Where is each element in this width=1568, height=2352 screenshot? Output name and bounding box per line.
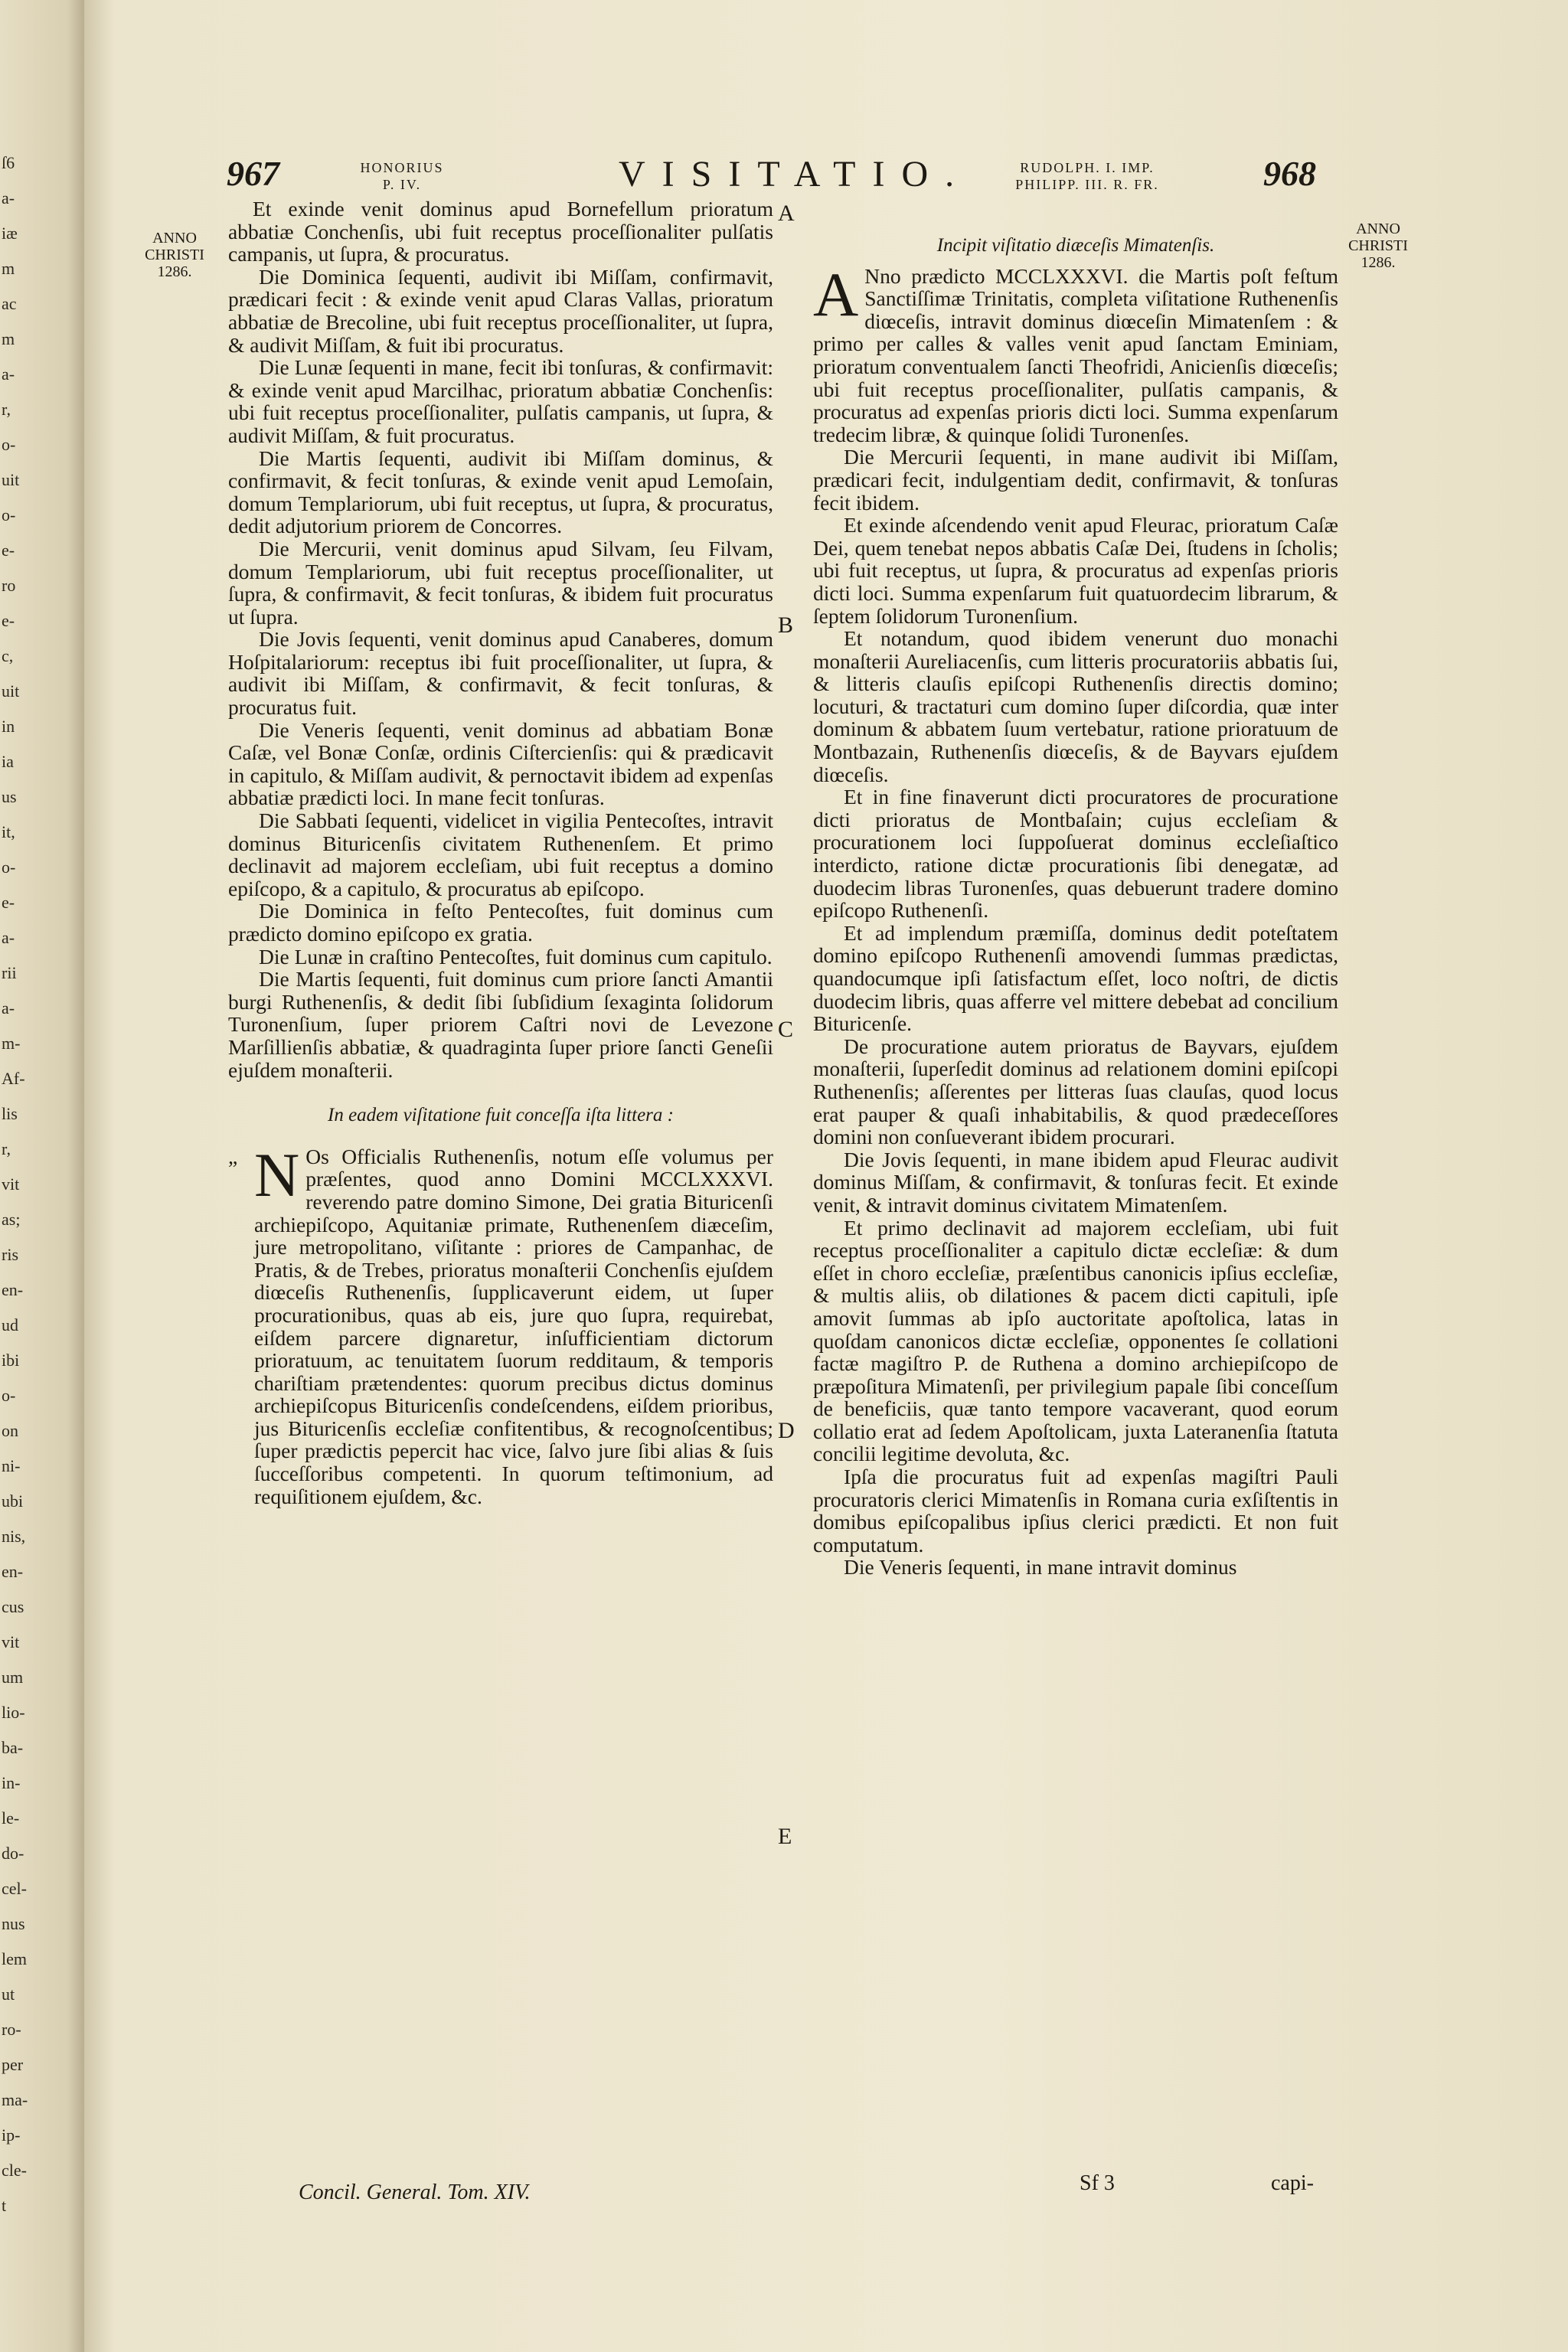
signature-mark: Sf 3	[1080, 2171, 1115, 2195]
previous-page-fragment: c,	[2, 646, 14, 665]
paragraph: Die Dominica ſequenti, audivit ibi Miſſam, confirmavit, prædicari fecit : & exinde venit apud Claras Vallas, prioratum abbatiæ de Brecoline, ubi fuit receptus proceſſionaliter, ut ſupra, & audivit Miſſam, & fuit ibi procuratus.	[228, 264, 773, 357]
previous-page-fragment: ia	[2, 752, 14, 771]
previous-page-fragment: ud	[2, 1315, 18, 1334]
running-head-line: PHILIPP. III. R. FR.	[1015, 177, 1159, 192]
margin-letter-d: D	[778, 1418, 795, 1443]
previous-page-fragment: ip-	[2, 2125, 21, 2145]
previous-page-fragment: en-	[2, 1562, 24, 1581]
paragraph: Die Martis ſequenti, fuit dominus cum priore ſancti Amantii burgi Ruthenenſis, & dedit ſibi ſubſidium ſexaginta ſolidorum Turonenſium, ſuper priorem Caſtri novi de Levezone Marſillienſis abbatiæ, & quadraginta ſuper priore ſancti Geneſii ejuſdem monaſterii.	[228, 967, 773, 1082]
previous-page-fragment: r,	[2, 400, 11, 419]
previous-page-fragment: en-	[2, 1280, 24, 1299]
paragraph: Die Veneris ſequenti, venit dominus ad abbatiam Bonæ Caſæ, vel Bonæ Conſæ, ordinis Ciſtercienſis: qui & prædicavit in capitulo, & Miſſam audivit, & pernoctavit ibidem ad expenſas abbatiæ prædicti loci. In mane fecit tonſuras.	[228, 717, 773, 810]
previous-page-fragment: o-	[2, 435, 16, 454]
previous-page-fragment: e-	[2, 893, 15, 912]
paragraph: Ipſa die procuratus fuit ad expenſas magiſtri Pauli procuratoris clerici Mimatenſis in Romana curia exſiſtentis in domibus epiſcopalibus ipſius clerici prædicti. Et non fuit computatum.	[813, 1465, 1338, 1557]
paragraph: Et in fine finaverunt dicti procuratores de procuratione dicti prioratus de Montbaſain; cujus eccleſiam & procurationem loci ſuppoſuerat dominus eccleſiaſtico interdicto, ratione dictæ procurationis ſibi denegatæ, ad duodecim libras Turonenſes, quas debuerunt tradere domino epiſcopo Ruthenenſi.	[813, 785, 1338, 923]
paragraph: Die Lunæ ſequenti in mane, fecit ibi tonſuras, & confirmavit: & exinde venit apud Marcilhac, prioratum abbatiæ Conchenſis: ubi fuit receptus proceſſionaliter, pulſatis campanis, ut ſupra, & audivit Miſſam, & fuit procuratus.	[228, 355, 773, 447]
previous-page-fragment: a-	[2, 188, 15, 207]
previous-page-fragment: ubi	[2, 1491, 24, 1511]
year-note-line: CHRISTI	[1348, 237, 1408, 254]
previous-page-fragment: o-	[2, 1386, 16, 1405]
previous-page-fragment: ut	[2, 1984, 15, 2004]
previous-page-fragment: t	[2, 2196, 7, 2215]
previous-page-fragment: cle-	[2, 2161, 27, 2180]
previous-page-fragment: ro	[2, 576, 16, 595]
previous-page-fragment: a-	[2, 928, 15, 947]
previous-page-fragment: cel-	[2, 1879, 27, 1898]
paragraph: Die Lunæ in craſtino Pentecoſtes, fuit dominus cum capitulo.	[259, 944, 773, 969]
drop-cap: N	[254, 1139, 300, 1210]
right-column	[813, 234, 1338, 1579]
paragraph: Et notandum, quod ibidem venerunt duo monachi monaſterii Aureliacenſis, cum litteris procuratoriis abbatis ſui, & litteris clauſis epiſcopi Ruthenenſis directis domino; locuturi, & tractaturi cum domino ſuper diſcordia, quæ inter dominum & abbatem ſuum vertebatur, ratione prioratuum de Montbazain, Ruthenenſis diœceſis, & de Bayvars ejuſdem diœceſis.	[813, 626, 1338, 786]
previous-page-fragment: uit	[2, 681, 20, 701]
quote-text: Os Officialis Ruthenenſis, notum eſſe volumus per præſentes, quod anno Domini MCCLXXXVI. reverendo patre domino Simone, Dei gratia Bituricenſi archiepiſcopo, Aquitaniæ primate, Ruthenenſem diæceſim, jure metropolitano, viſitante : priores de Campanhac, de Pratis, & de Trebes, prioratus monaſterii Conchenſis ejuſdem diœceſis Ruthenenſis, ſupplicaverunt eidem, ut ſuper procurationibus, quas ab eis, jure quo ſupra, requirebat, eiſdem parcere dignaretur, inſufficientiam dictorum prioratuum, ac tenuitatem ſuorum redditaum, & temporis chariſtiam prætendentes: quorum precibus dictus dominus archiepiſcopus Bituricenſis condeſcendens, eiſdem prioribus, jus Bituricenſis eccleſiæ confitentibus, & recognoſcentibus; ſuper prædictis pepercit hac vice, ſalvo jure ſibi alias & ſuis ſucceſſoribus competenti. In quorum teſtimonium, ad requiſitionem ejuſdem, &c.	[254, 1144, 773, 1508]
margin-letter-a: A	[778, 201, 795, 226]
paragraph: Et ad implendum præmiſſa, dominus dedit poteſtatem domino epiſcopo Ruthenenſi amovendi ſummas prædictas, quandocumque ipſi ſatisfactum eſſet, loco noſtri, de dictis duodecim libris, quas afferre vel mittere debebat ad concilium Bituricenſe.	[813, 920, 1338, 1036]
paragraph: Et primo declinavit ad majorem eccleſiam, ubi fuit receptus proceſſionaliter a capitulo dictæ eccleſiæ: & dum eſſet in choro eccleſiæ, præſentibus canonicis ipſius eccleſiæ, & multis aliis, ob dilationes & pacem dicti capituli, ipſe amovit ſummas ab ipſo auctoritate apoſtolica, latas in quoſdam canonicos dictæ eccleſiæ, opponentes ſe collationi factæ magiſtro P. de Ruthena a domino archiepiſcopo de præpoſitura Mimatenſi, per privilegium papale ſibi conceſſum de beneficiis, quæ tanto tempore vacaverant, quod eorum collatio erat ad ſedem Apoſtolicam, juxta Lateranenſia ſtatuta concilii legitime devoluta, &c.	[813, 1215, 1338, 1466]
year-note-line: 1286.	[157, 263, 192, 280]
previous-page-fragment: nus	[2, 1914, 25, 1933]
previous-page-fragment: um	[2, 1668, 24, 1687]
previous-page-fragment: cus	[2, 1597, 24, 1616]
previous-page-fragment: m	[2, 329, 15, 348]
previous-page-fragment: lio-	[2, 1703, 25, 1722]
previous-page-fragment: ba-	[2, 1738, 24, 1757]
paragraph: Die Mercurii ſequenti, in mane audivit ibi Miſſam, prædicari fecit, indulgentiam dedit, confirmavit, & tonſuras fecit ibidem.	[813, 445, 1338, 514]
year-note-line: 1286.	[1361, 254, 1396, 271]
left-column	[228, 198, 773, 1508]
previous-page-fragment: per	[2, 2055, 24, 2074]
page-title: VISITATIO.	[619, 154, 972, 194]
running-head-line: P. IV.	[382, 177, 422, 192]
year-note-left	[129, 230, 220, 280]
previous-page-fragment: m	[2, 259, 15, 278]
left-page-number: 967	[227, 154, 279, 193]
previous-page-fragment: as;	[2, 1210, 21, 1229]
paragraph: Die Mercurii, venit dominus apud Silvam, ſeu Filvam, domum Templariorum, ubi fuit receptus proceſſionaliter, ut ſupra, & confirmavit, & fecit tonſuras, & ibidem fuit procuratus ut ſupra.	[228, 536, 773, 629]
quote-mark: „	[228, 1144, 238, 1168]
previous-page-fragment: in-	[2, 1773, 21, 1792]
previous-page-fragment: o-	[2, 858, 16, 877]
previous-page-fragment: a-	[2, 364, 15, 384]
previous-page-fragment: lis	[2, 1104, 18, 1123]
right-running-head	[995, 159, 1179, 193]
quote-heading: In eadem viſitatione fuit conceſſa iſta littera :	[328, 1105, 674, 1126]
previous-page-fragment: e-	[2, 541, 15, 560]
previous-page-fragment: o-	[2, 505, 16, 524]
previous-page-fragment: a-	[2, 998, 15, 1018]
previous-page-fragment: Af-	[2, 1069, 25, 1088]
margin-letter-c: C	[778, 1017, 794, 1042]
previous-page-fragment: ſ6	[2, 153, 15, 172]
quoted-letter	[228, 1139, 773, 1508]
previous-page-fragment: us	[2, 787, 17, 806]
running-head-line: RUDOLPH. I. IMP.	[1020, 160, 1155, 175]
previous-page-fragment: ni-	[2, 1456, 21, 1475]
paragraph: Et exinde venit dominus apud Bornefellum prioratum abbatiæ Conchenſis, ubi fuit receptus proceſſionaliter pulſatis campanis, ut ſupra, & procuratus.	[228, 197, 773, 266]
previous-page-fragment: do-	[2, 1844, 24, 1863]
paragraph: Die Jovis ſequenti, in mane ibidem apud Fleurac audivit dominus Miſſam, & confirmavit, & tonſuras fecit. Et exinde venit, & intravit dominus civitatem Mimatenſem.	[813, 1147, 1338, 1217]
drop-cap: A	[813, 259, 859, 329]
paragraph: Die Veneris ſequenti, in mane intravit dominus	[844, 1555, 1237, 1579]
catchword: capi-	[1271, 2171, 1314, 2195]
paragraph: Die Dominica in feſto Pentecoſtes, fuit dominus cum prædicto domino epiſcopo ex gratia.	[228, 899, 773, 946]
paragraph: Die Martis ſequenti, audivit ibi Miſſam dominus, & confirmavit, & fecit tonſuras, & exinde venit apud Lemoſain, domum Templariorum, ubi fuit receptus, ut ſupra, & procuratus, dedit adjutorium priorem de Concorres.	[228, 446, 773, 538]
previous-page-fragment: nis,	[2, 1527, 26, 1546]
paragraph	[813, 259, 1338, 446]
section-heading: Incipit viſitatio diæceſis Mimatenſis.	[936, 235, 1215, 256]
paragraph: Die Jovis ſequenti, venit dominus apud Canaberes, domum Hoſpitalariorum: receptus ibi fuit proceſſionaliter, ut ſupra, & audivit ibi Miſſam, & confirmavit, & fecit tonſuras, & procuratus fuit.	[228, 627, 773, 720]
previous-page-fragment: lem	[2, 1949, 27, 1968]
previous-page-fragment: uit	[2, 470, 20, 489]
previous-page-fragment: ro-	[2, 2020, 21, 2039]
year-note-line: ANNO	[1356, 220, 1400, 237]
previous-page-fragment: rii	[2, 963, 17, 982]
year-note-right	[1325, 220, 1432, 271]
previous-page-fragment: ibi	[2, 1351, 20, 1370]
quote-paragraph	[228, 1139, 773, 1508]
previous-page-fragment: ris	[2, 1245, 18, 1264]
paragraph: Die Sabbati ſequenti, videlicet in vigilia Pentecoſtes, intravit dominus Bituricenſis civitatem Ruthenenſem. Et primo declinavit ad majorem eccleſiam, ubi fuit receptus a domino epiſcopo, & a capitulo, & procuratus ab epiſcopo.	[228, 808, 773, 900]
previous-page-fragment: r,	[2, 1139, 11, 1158]
margin-letter-b: B	[778, 612, 794, 638]
previous-page-fragment: le-	[2, 1808, 20, 1828]
previous-page-fragment: in	[2, 717, 15, 736]
previous-page-fragment: it,	[2, 822, 15, 841]
paragraph-text: Nno prædicto MCCLXXXVI. die Martis poſt feſtum Sanctiſſimæ Trinitatis, completa viſitatione Ruthenenſis diœceſis, intravit dominus diœceſin Mimatenſem : & primo per calles & valles venit apud ſanctam Eminiam, prioratum conventualem ſancti Theofridi, Anicienſis diœceſis; ubi fuit receptus proceſſionaliter, pulſatis campanis, & procuratus ad expenſas prioris dicti loci. Summa expenſarum tredecim libræ, & quinque ſolidi Turonenſes.	[813, 263, 1338, 446]
footer-title: Concil. General. Tom. XIV.	[299, 2180, 531, 2204]
previous-page-fragment: ma-	[2, 2090, 28, 2109]
year-note-line: ANNO	[152, 230, 197, 247]
running-head-line: HONORIUS	[360, 160, 444, 175]
paragraph: De procuratione autem prioratus de Bayvars, ejuſdem monaſterii, ſuperſedit dominus ad relationem domini epiſcopi Ruthenenſis; aſſerentes per litteras ſuas clauſas, quod locus erat pauper & quaſi inhabitabilis, & quod prædeceſſores domini non conſueverant ibidem procurari.	[813, 1034, 1338, 1149]
previous-page-fragment: iæ	[2, 224, 18, 243]
right-page-number: 968	[1263, 154, 1316, 193]
margin-letter-e: E	[778, 1824, 792, 1849]
left-running-head	[360, 159, 444, 193]
previous-page-fragment: vit	[2, 1632, 20, 1651]
previous-page-fragment: ac	[2, 294, 17, 313]
previous-page-fragment: on	[2, 1421, 18, 1440]
year-note-line: CHRISTI	[145, 247, 204, 263]
previous-page-fragment: vit	[2, 1174, 20, 1194]
previous-page-fragment: m-	[2, 1034, 21, 1053]
previous-page-fragment: e-	[2, 611, 15, 630]
previous-page-edge	[0, 0, 84, 2352]
paragraph: Et exinde aſcendendo venit apud Fleurac, prioratum Caſæ Dei, quem tenebat nepos abbatis Caſæ Dei, ſtudens in ſcholis; ubi fuit receptus, ut ſupra, & procuratus ad expenſas prioris dicti loci. Summa expenſarum fuit quatuordecim librarum, & ſeptem ſolidorum Turonenſium.	[813, 513, 1338, 628]
